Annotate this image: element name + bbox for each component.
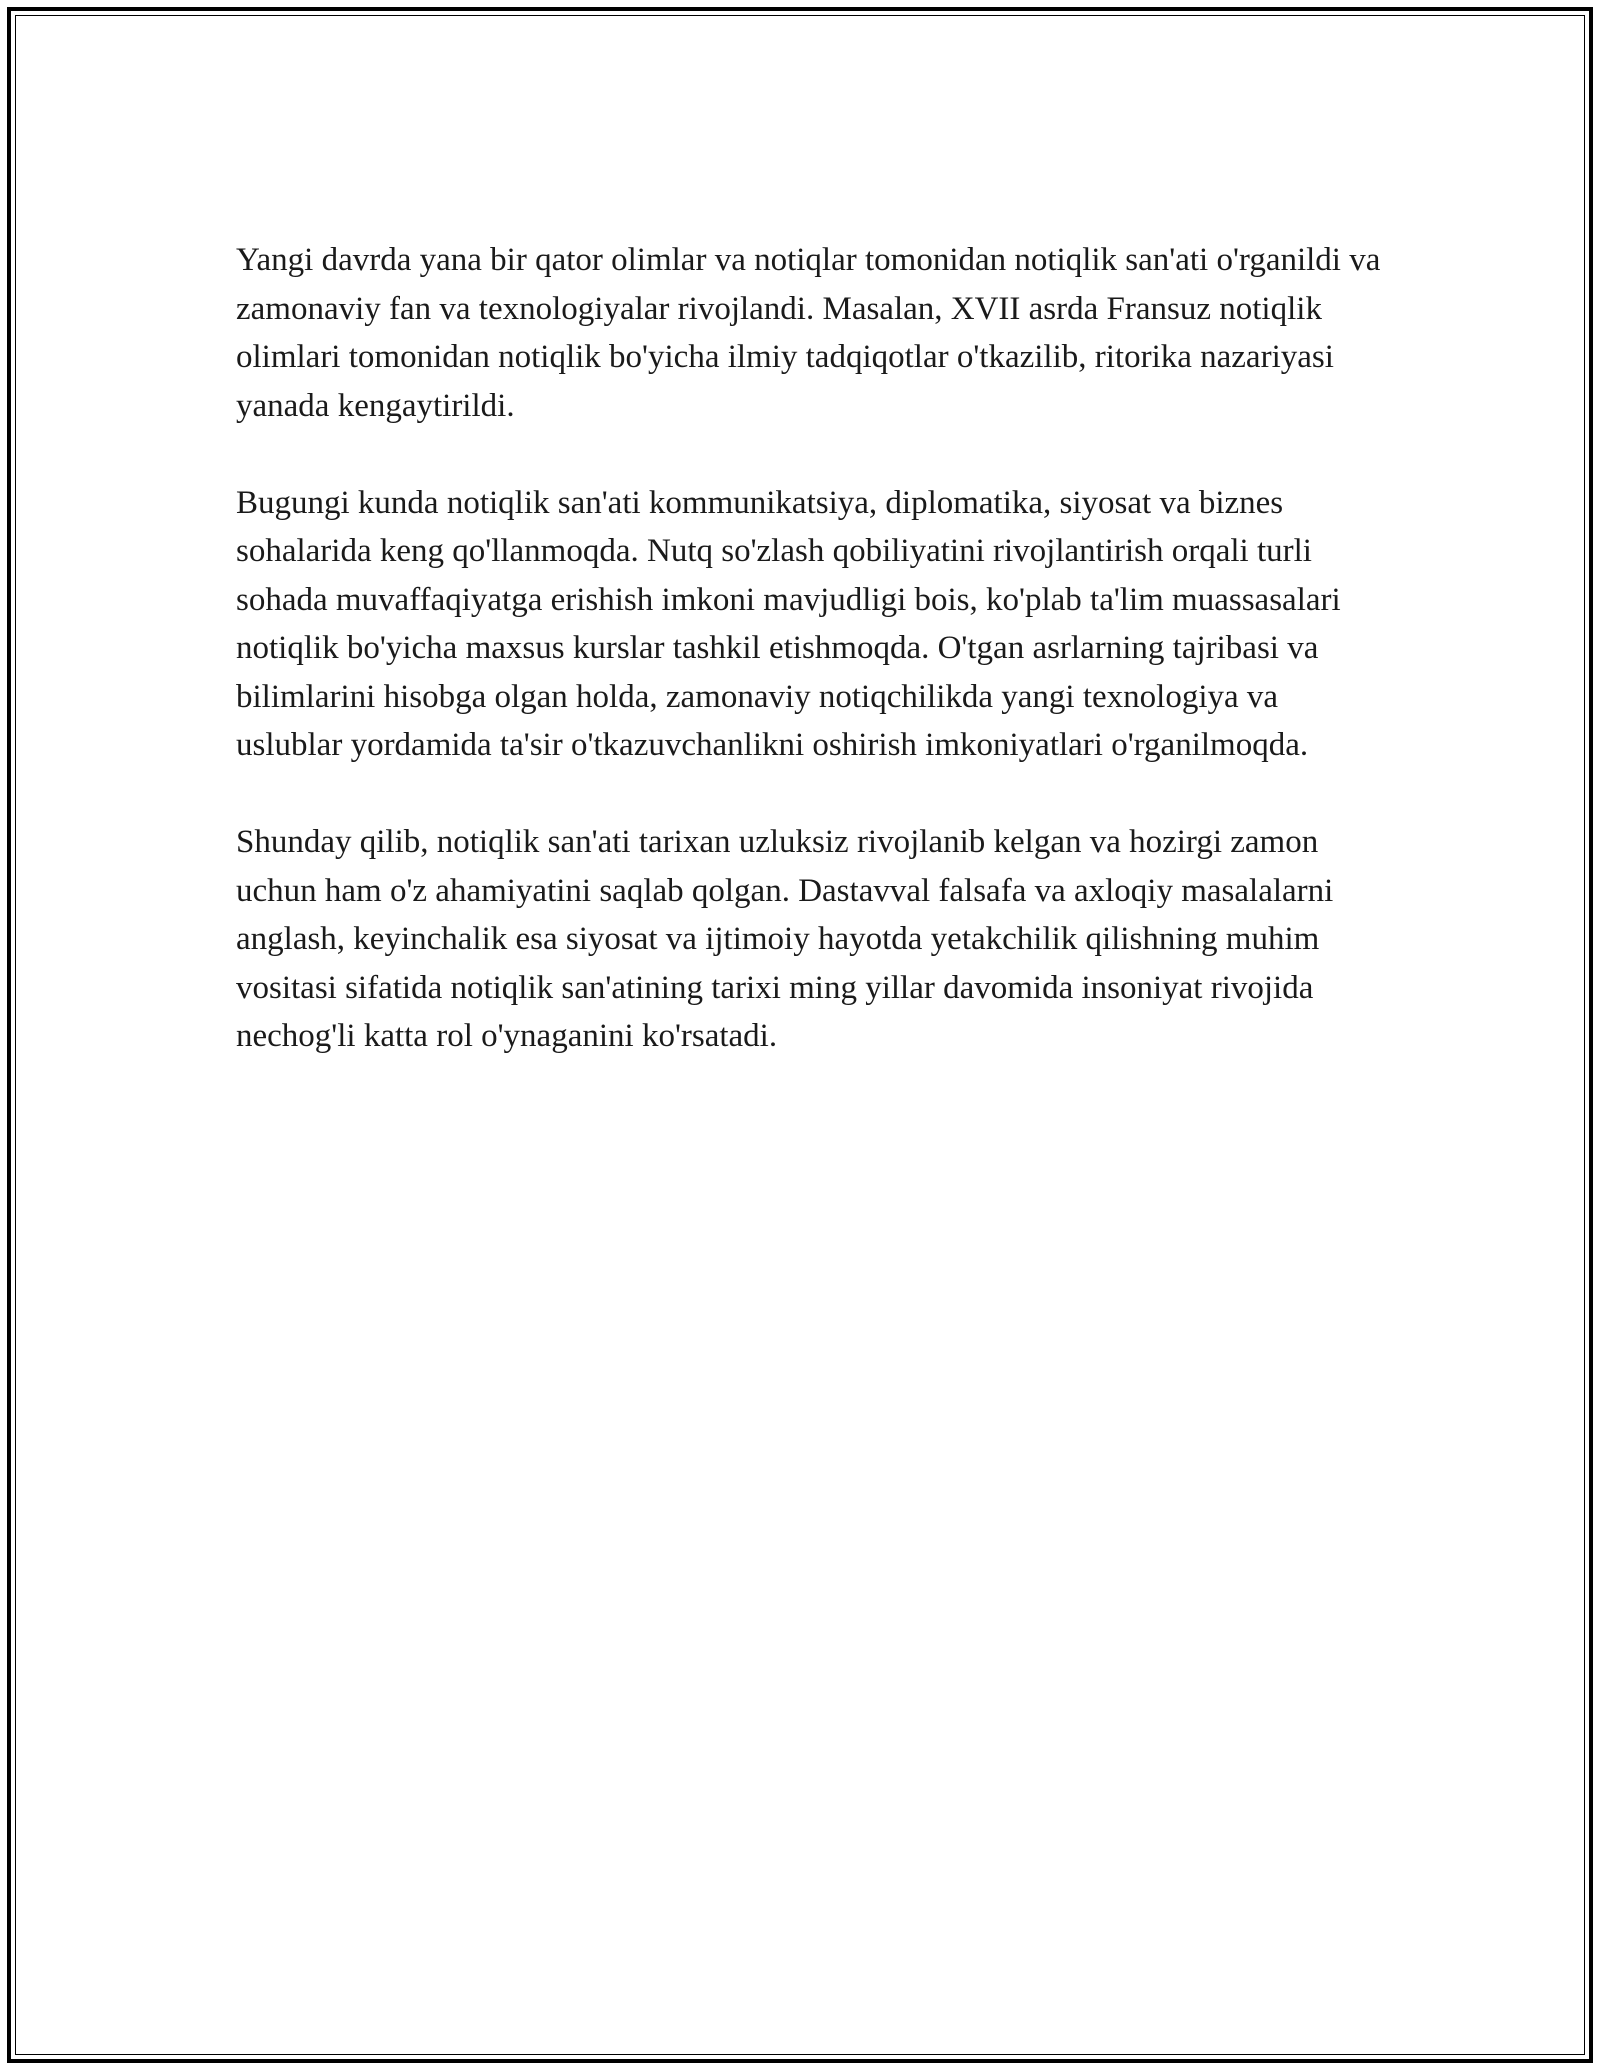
paragraph-1: Yangi davrda yana bir qator olimlar va notiqlar tomonidan notiqlik san'ati o'rganildi va zamonaviy fan va texnologiyalar rivojlandi. Masalan, XVII asrda Fransuz notiqlik olimlari tomonidan notiqlik bo'yicha ilmiy tadqiqotlar o'tkazilib, ritorika nazariyasi yanada kengaytirildi. xyxy=(236,242,1381,424)
paragraph-2: Bugungi kunda notiqlik san'ati kommunikatsiya, diplomatika, siyosat va biznes sohalarida keng qo'llanmoqda. Nutq so'zlash qobiliyatini rivojlantirish orqali turli sohada muvaffaqiyatga erishish imkoni mavjudligi bois, ko'plab ta'lim muassasalari notiqlik bo'yicha maxsus kurslar tashkil etishmoqda. O'tgan asrlarning tajribasi va bilimlarini hisobga olgan holda, zamonaviy notiqchilikda yangi texnologiya va uslublar yordamida ta'sir o'tkazuvchanlikni oshirish imkoniyatlari o'rganilmoqda. xyxy=(236,484,1341,763)
paragraph-3: Shunday qilib, notiqlik san'ati tarixan uzluksiz rivojlanib kelgan va hozirgi zamon uchun ham o'z ahamiyatini saqlab qolgan. Dastavval falsafa va axloqiy masalalarni anglash, keyinchalik esa siyosat va ijtimoiy hayotda yetakchilik qilishning muhim vositasi sifatida notiqlik san'atining tarixi ming yillar davomida insoniyat rivojida nechog'li katta rol o'ynaganini ko'rsatadi. xyxy=(236,824,1334,1054)
document-body xyxy=(236,236,1386,1109)
